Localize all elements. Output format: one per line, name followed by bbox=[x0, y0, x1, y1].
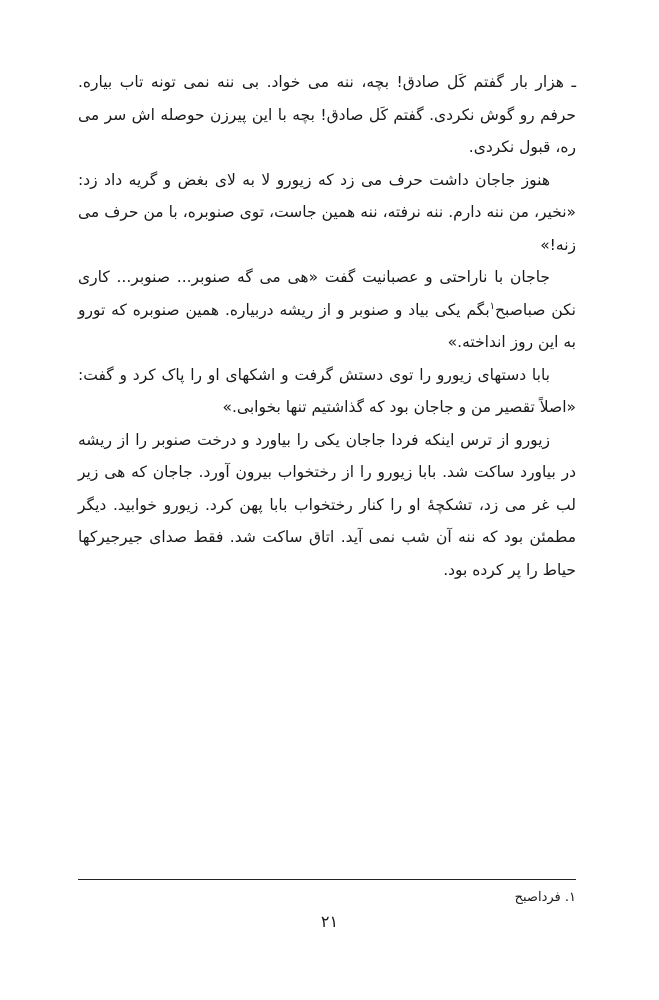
footnote-divider bbox=[78, 879, 576, 880]
paragraph-4: بابا دستهای زیورو را توی دستش گرفت و اشکهای او را پاک کرد و گفت: «اصلاً تقصیر من و جاجان بود که گذاشتیم تنها بخوابی.» bbox=[78, 365, 576, 416]
paragraph-1: ـ هزار بار گفتم کَل صادق! بچه، ننه می خواد. بی ننه نمی تونه تاب بیاره. حرفم رو گوش نکردی. گفتم کَل صادق! بچه با این پیرزن حوصله اش سر می ره، قبول نکردی. bbox=[78, 73, 576, 156]
paragraph-3-part-a: جاجان با ناراحتی و عصبانیت گفت «هی می گه صنوبر... صنوبر... کاری نکن صباصبح bbox=[78, 268, 576, 319]
footnote-reference[interactable]: ١ bbox=[489, 300, 496, 312]
page-number: ٢١ bbox=[320, 912, 339, 931]
paragraph-3-part-b: بگم یکی بیاد و صنوبر و از ریشه دربیاره. همین صنوبره که تورو به این روز انداخته.» bbox=[78, 300, 576, 351]
paragraph-3 bbox=[78, 261, 576, 359]
paragraph-2: هنوز جاجان داشت حرف می زد که زیورو لا به لای بغض و گریه داد زد: «نخیر، من ننه دارم. ننه نرفته، ننه همین جاست، توی صنوبره، با من حرف می زنه!» bbox=[78, 170, 576, 254]
paragraph-5: زیورو از ترس اینکه فردا جاجان یکی را بیاورد و درخت صنوبر را از ریشه در بیاورد ساکت شد. بابا زیورو را از رختخواب بیرون آورد. جاجان که هی زیر لب غر می زد، تشکچهٔ او را کنار رختخواب بابا پهن کرد. زیورو خوابید. دیگر مطمئن بود که ننه آن شب نمی آید. اتاق ساکت شد. فقط صدای جیرجیرکها حیاط را پر کرده بود. bbox=[78, 430, 576, 579]
footnote: ١. فرداصبح bbox=[514, 890, 576, 905]
body-text bbox=[78, 66, 576, 586]
